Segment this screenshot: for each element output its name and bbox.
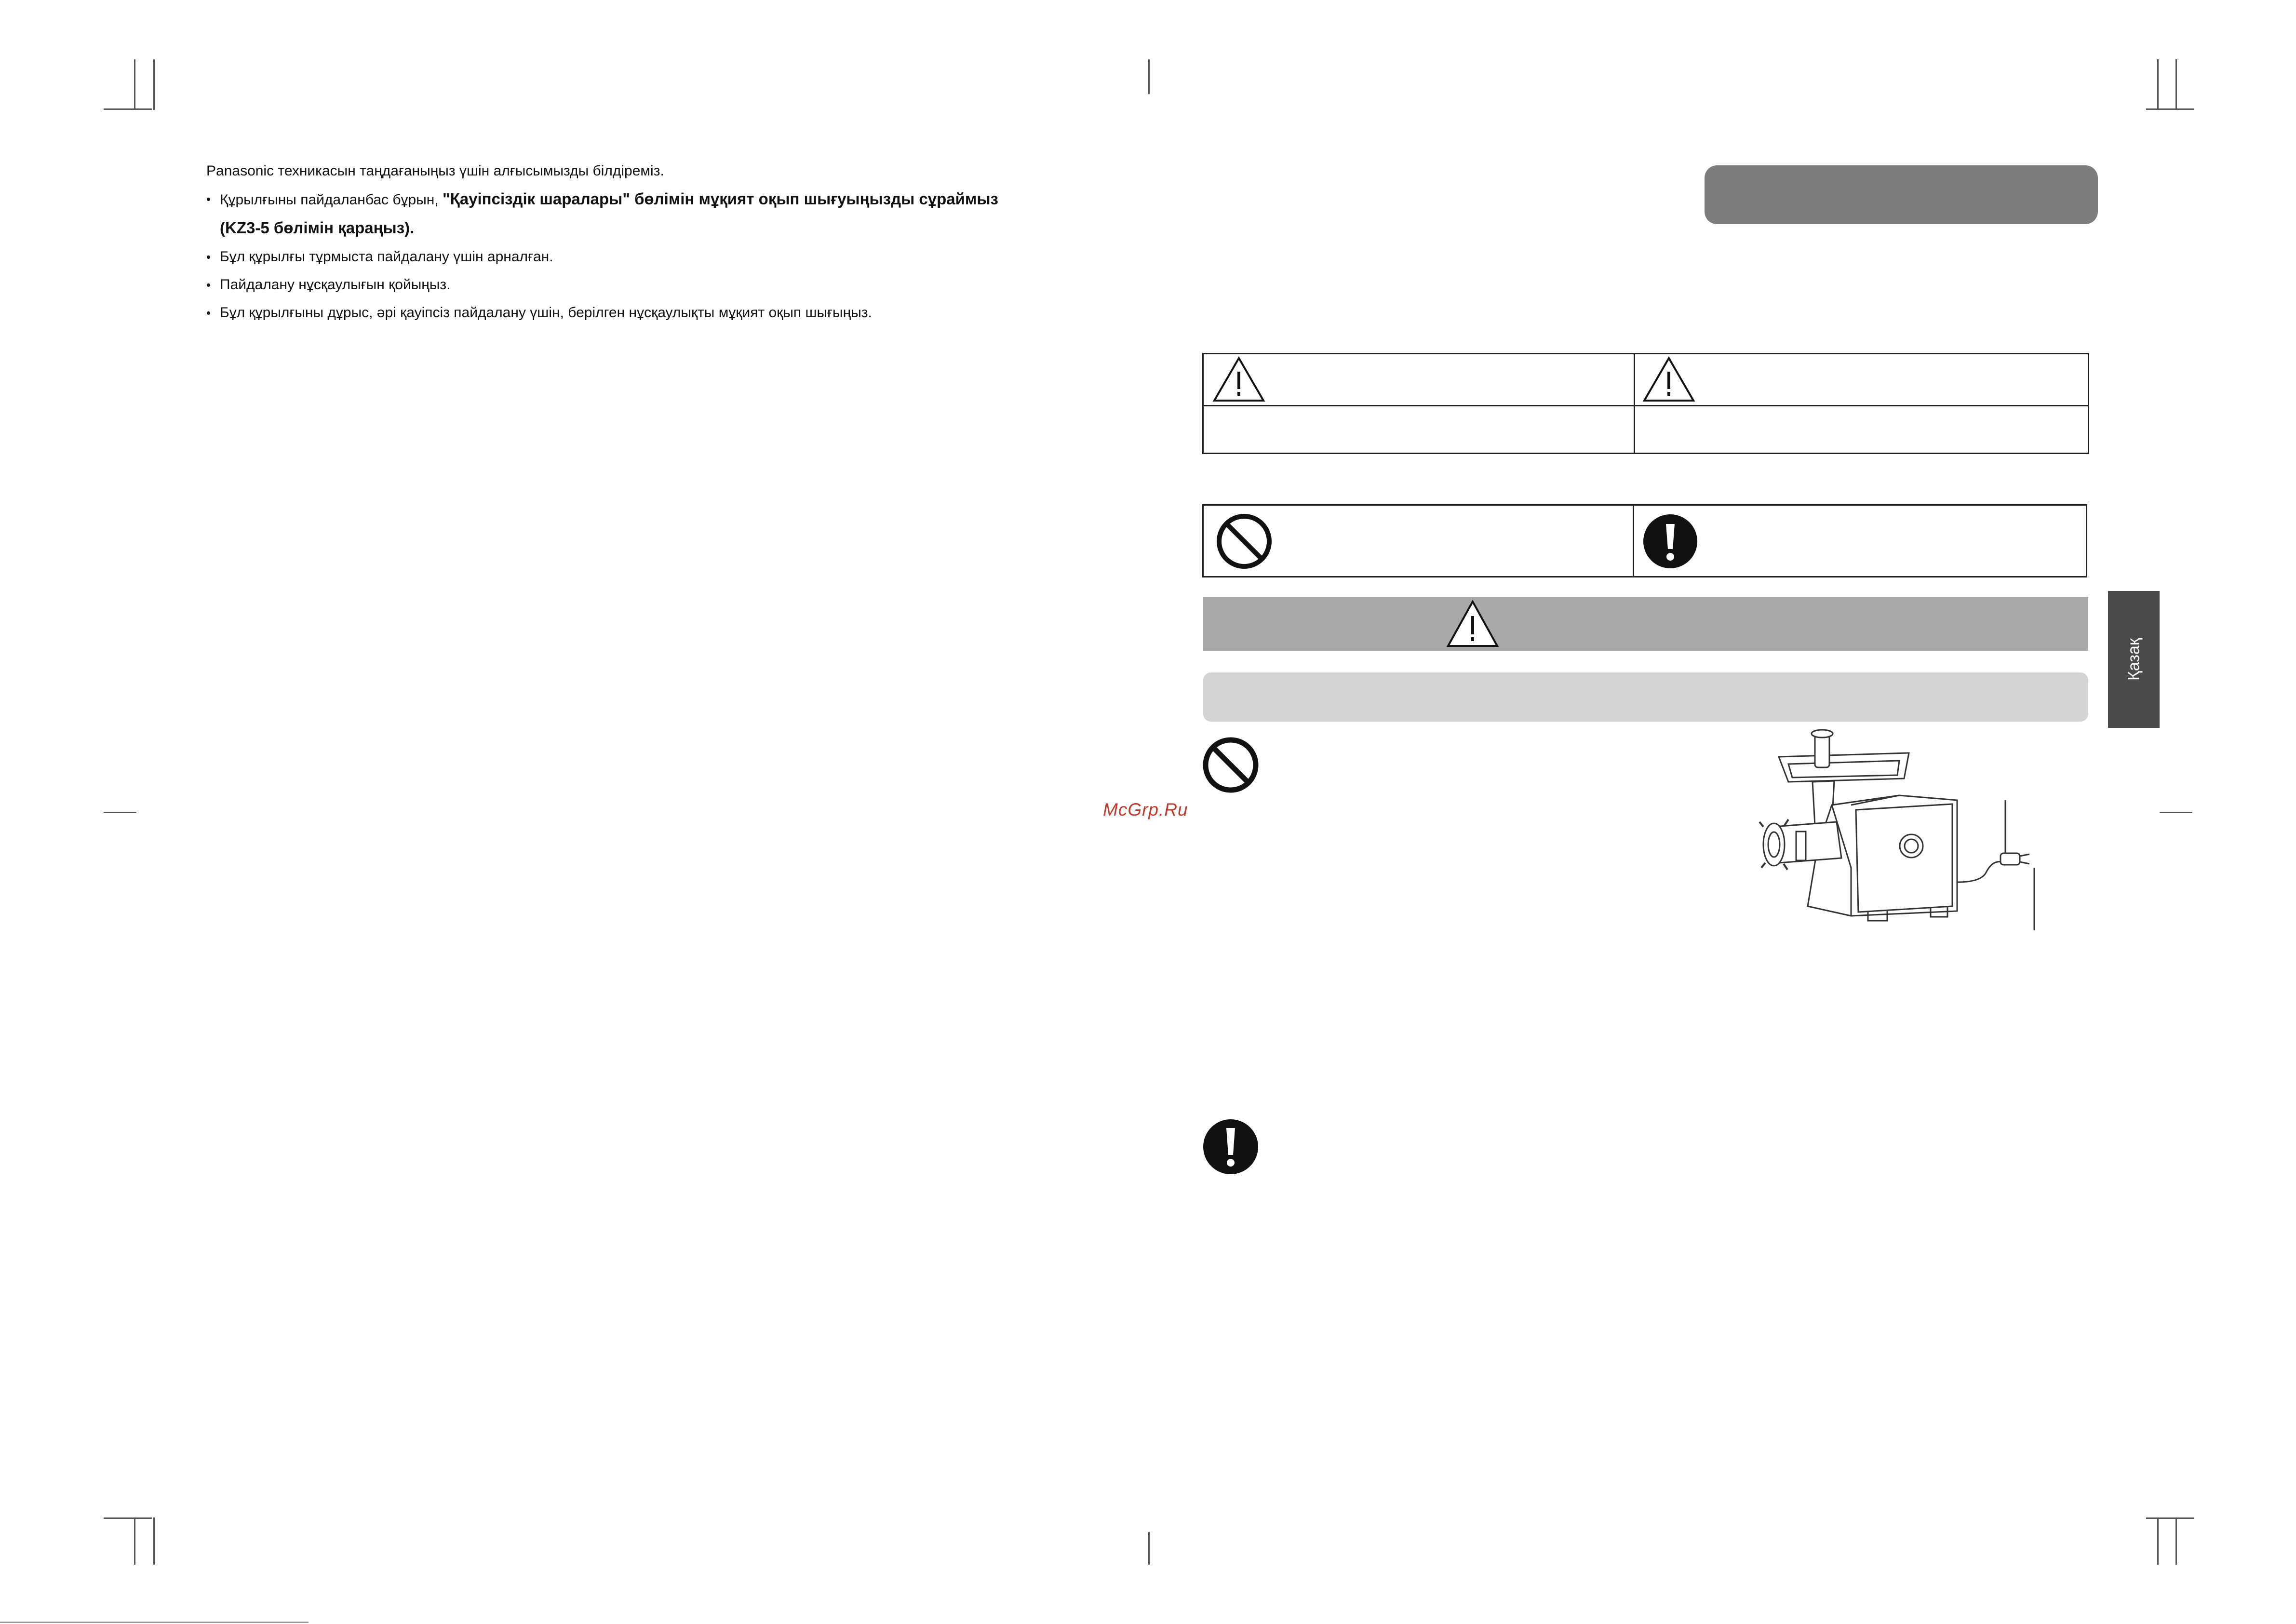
crop-mark <box>104 108 152 110</box>
crop-mark <box>1148 1532 1150 1565</box>
crop-mark <box>2157 1517 2159 1565</box>
crop-mark <box>2146 1517 2194 1519</box>
crop-mark <box>2146 108 2194 110</box>
crop-mark <box>2157 59 2159 110</box>
intro-continuation <box>206 214 1122 243</box>
subsection-header-bar <box>1203 672 2088 722</box>
hazard-level-table <box>1202 353 2089 454</box>
crop-mark <box>134 1517 135 1565</box>
warning-triangle-icon <box>1211 355 1266 403</box>
crop-mark <box>134 59 135 110</box>
warning-triangle-icon <box>1445 599 1500 649</box>
intro-reference-bold: (KZ3-5 бөлімін қараңыз). <box>220 219 415 237</box>
meat-grinder-illustration <box>1755 723 2044 954</box>
table-divider <box>1634 354 1635 453</box>
warning-triangle-icon <box>1641 355 1696 403</box>
crop-mark <box>153 59 155 110</box>
crop-mark <box>2175 59 2177 110</box>
bottom-rule <box>0 1622 309 1623</box>
intro-text <box>206 157 1122 327</box>
intro-line: Panasonic техникасын таңдағаныңыз үшін алғысымызды білдіреміз. <box>206 163 664 179</box>
prohibited-icon <box>1216 513 1272 569</box>
mandatory-exclamation-icon <box>1202 1118 1259 1175</box>
symbol-legend-table <box>1202 504 2087 577</box>
crop-mark <box>2160 812 2192 813</box>
crop-mark <box>1148 59 1150 94</box>
intro-bullet-bold: "Қауіпсіздік шаралары" бөлімін мұқият оқып шығуыңызды сұраймыз <box>443 190 998 208</box>
warning-header-bar <box>1203 597 2088 651</box>
watermark: McGrp.Ru <box>1103 800 1188 819</box>
intro-bullet: • Пайдалану нұсқаулығын қойыңыз. <box>206 271 1122 299</box>
table-divider <box>1633 506 1634 576</box>
intro-bullet: • Бұл құрылғы тұрмыста пайдалану үшін арналған. <box>206 243 1122 271</box>
crop-mark <box>104 1517 152 1519</box>
crop-mark <box>153 1517 155 1565</box>
intro-bullet: • Бұл құрылғыны дұрыс, әрі қауіпсіз пайдалану үшін, берілген нұсқаулықты мұқият оқып шығыңыз. <box>206 299 1122 327</box>
language-tab-label: Қазақ <box>2124 638 2143 681</box>
intro-bullet <box>206 185 1122 214</box>
crop-mark <box>2175 1517 2177 1565</box>
crop-mark <box>104 812 136 813</box>
prohibited-icon <box>1202 737 1259 793</box>
mandatory-exclamation-icon <box>1642 513 1698 569</box>
intro-bullet-text: Құрылғыны пайдаланбас бұрын, <box>220 192 443 208</box>
section-title-box <box>1705 165 2098 224</box>
language-tab <box>2108 591 2160 728</box>
table-divider <box>1204 405 2088 406</box>
